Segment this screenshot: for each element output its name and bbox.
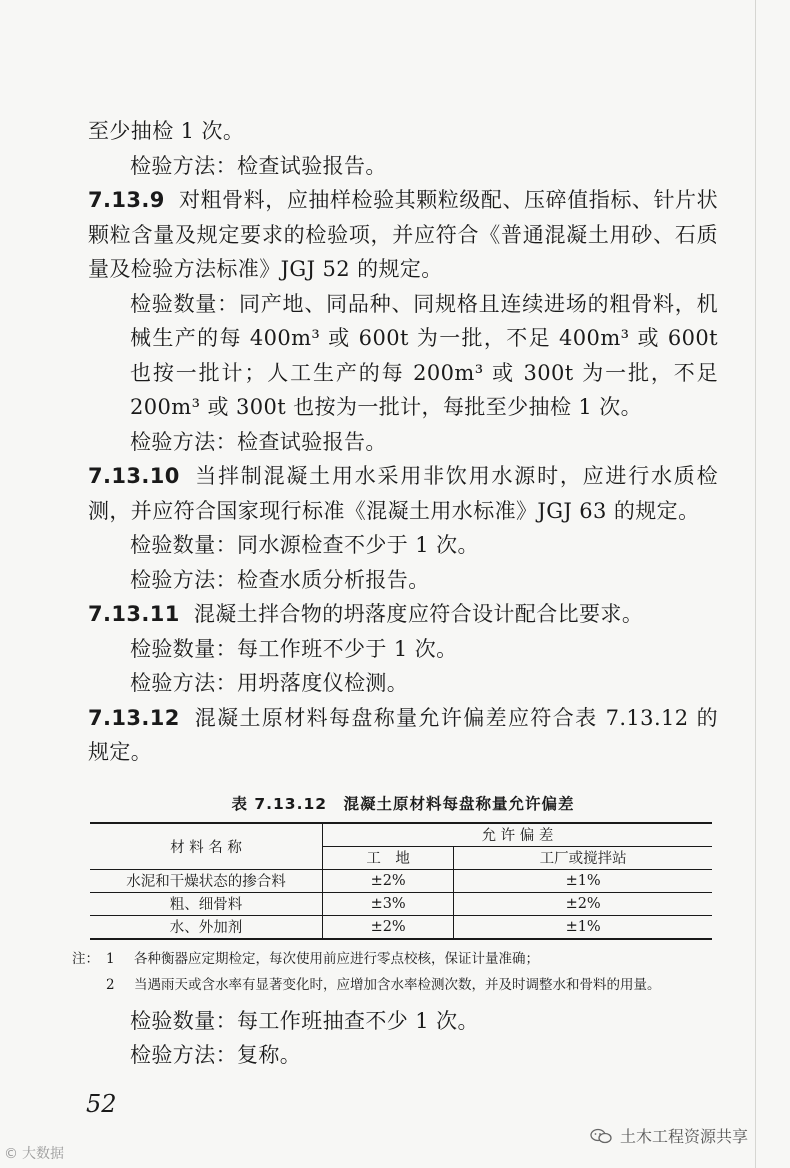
paragraph (88, 149, 718, 184)
cell-site: ±3% (323, 892, 454, 915)
header-material: 材 料 名 称 (90, 823, 323, 870)
paragraph-text: 至少抽检 1 次。 (88, 119, 245, 143)
page-edge-line (755, 0, 756, 1168)
paragraph (88, 597, 718, 632)
cell-plant: ±2% (454, 892, 712, 915)
paragraph (88, 632, 718, 667)
logo-icon: © (4, 1146, 18, 1162)
note-label: 注： (72, 950, 99, 967)
paragraph-text: 检验方法：用坍落度仪检测。 (130, 671, 409, 695)
paragraph (88, 114, 718, 149)
cell-plant: ±1% (454, 869, 712, 892)
paragraph (88, 528, 718, 563)
table-title: 表 7.13.12 混凝土原材料每盘称量允许偏差 (231, 794, 575, 813)
watermark-left (4, 1143, 64, 1163)
wechat-icon (590, 1128, 612, 1144)
watermark-right-text: 土木工程资源共享 (620, 1127, 749, 1146)
paragraph (88, 563, 718, 598)
note-item (88, 972, 718, 998)
note-number: 2 (106, 976, 115, 993)
paragraph-text: 检验数量：同水源检查不少于 1 次。 (130, 533, 479, 557)
paragraph (88, 701, 718, 770)
note-text: 当遇雨天或含水率有显著变化时，应增加含水率检测次数，并及时调整水和骨料的用量。 (134, 976, 661, 993)
clause-number: 7.13.10 (88, 464, 180, 488)
clause-number: 7.13.11 (88, 602, 180, 626)
watermark-left-text: 大数据 (22, 1146, 64, 1162)
table-row (90, 892, 712, 915)
paragraph: 检验数量：每工作班抽查不少 1 次。 (130, 1008, 479, 1033)
note-item (72, 946, 718, 972)
cell-material: 粗、细骨料 (90, 892, 323, 915)
paragraph (88, 183, 718, 287)
paragraph (88, 425, 718, 460)
tolerance-table (90, 822, 712, 940)
paragraph-text: 检验方法：检查水质分析报告。 (130, 567, 430, 592)
header-tolerance-group: 允 许 偏 差 (323, 823, 713, 847)
cell-site: ±2% (323, 915, 454, 939)
paragraph-text: 检验方法：检查试验报告。 (130, 429, 387, 454)
table-row (90, 915, 712, 939)
watermark-right (590, 1124, 748, 1147)
header-plant: 工厂或搅拌站 (454, 846, 712, 869)
cell-plant: ±1% (454, 915, 712, 939)
paragraph (88, 666, 718, 701)
note-text: 各种衡器应定期检定，每次使用前应进行零点校核，保证计量准确； (134, 950, 539, 967)
paragraph-text: 检验数量：同产地、同品种、同规格且连续进场的粗骨料，机械生产的每 400m³ 或 600t 为一批，不足 400m³ 或 600t 也按一批计；人工生产的每 200m³ 或 300t 为一批，不足 200m³ 或 300t 也按为一批计，每批至少抽检 1 次。 (130, 291, 718, 419)
table-header-row (90, 823, 712, 847)
paragraph-text: 混凝土拌合物的坍落度应符合设计配合比要求。 (193, 602, 644, 626)
paragraph-list (88, 114, 718, 770)
paragraph-text: 检验方法：检查试验报告。 (130, 153, 387, 178)
paragraph-text: 对粗骨料，应抽样检验其颗粒级配、压碎值指标、针片状颗粒含量及规定要求的检验项，并应符合《普通混凝土用砂、石质量及检验方法标准》JGJ 52 的规定。 (88, 188, 718, 281)
page-number: 52 (86, 1090, 117, 1118)
table-row (90, 869, 712, 892)
document-body (72, 114, 718, 1073)
clause-number: 7.13.12 (88, 705, 180, 730)
paragraph (88, 287, 718, 425)
post-table-text (88, 1004, 718, 1073)
paragraph-text: 混凝土原材料每盘称量允许偏差应符合表 7.13.12 的规定。 (88, 705, 718, 764)
paragraph: 检验方法：复称。 (130, 1043, 302, 1067)
table-notes (72, 946, 718, 998)
header-site: 工 地 (323, 846, 454, 869)
paragraph-text: 当拌制混凝土用水采用非饮用水源时，应进行水质检测，并应符合国家现行标准《混凝土用水标准》JGJ 63 的规定。 (88, 464, 718, 523)
cell-material: 水泥和干燥状态的掺合料 (90, 869, 323, 892)
paragraph (88, 459, 718, 528)
cell-site: ±2% (323, 869, 454, 892)
note-number: 1 (106, 950, 115, 967)
cell-material: 水、外加剂 (90, 915, 323, 939)
clause-number: 7.13.9 (88, 188, 165, 212)
paragraph-text: 检验数量：每工作班不少于 1 次。 (130, 636, 458, 661)
